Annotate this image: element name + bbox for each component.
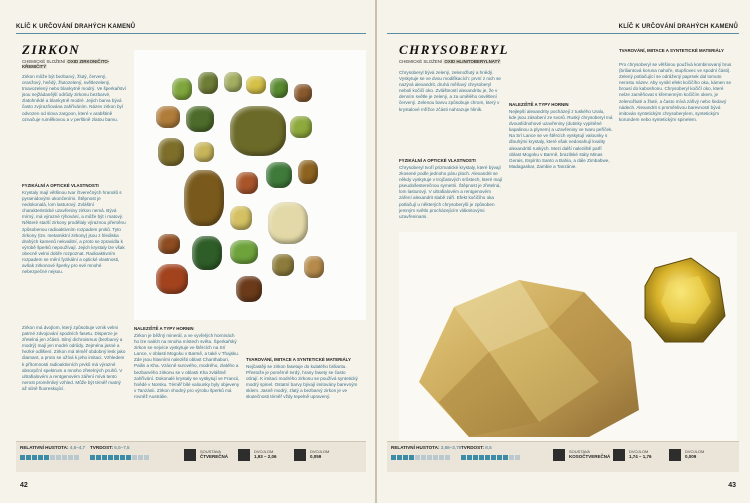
zircon-composition-value: OXID ZIRKONIČITO-KŘEMIČITÝ bbox=[22, 59, 110, 70]
gem-tan bbox=[304, 256, 324, 278]
gem-brown bbox=[294, 84, 312, 102]
hardness-scale bbox=[90, 455, 149, 460]
gem-amber bbox=[156, 106, 180, 128]
gem-straw bbox=[194, 142, 214, 162]
crystal-system: SOUSTAVA ČTVEREČNÁ bbox=[200, 449, 229, 459]
chrysoberyl-physics-text: Chrysoberyl tvoří prizmatické krystaly, které bývají zkosené podle jednoho páru ploch. Alexandrit se někdy vyskytuje v trojčatových srůstech, které mají pseudošesterečnou symetrii. Štěpnost je zřetelná, lom lasturový. V ultrafialovém a rentgenovém záření alexandrit slabě září. Efekt kočičího oka potlačují u některých chrysoberylů je způsoben jemným světlo procházejícím vláknitovými uzavřeninami. bbox=[399, 165, 503, 219]
right-page bbox=[377, 0, 750, 503]
page-number-right: 43 bbox=[728, 482, 736, 489]
zircon-photo bbox=[134, 50, 366, 320]
gem-cognac bbox=[156, 264, 188, 294]
chrysoberyl-imitation-heading: TVAROVÁNÍ, IMITACE A SYNTETICKÉ MATERIÁLY bbox=[619, 48, 724, 53]
chrysoberyl-photo-art bbox=[399, 232, 737, 442]
zircon-intro: Zirkon může být bezbarvý, žlutý, červený, oranžový, hnědý, žlutozelený, světlezelený, tmavozelený nebo blankytně modrý. Ve šperkařství jsou nejžádanější odrůdy zirkonu bezbarvé, zlatohnědé a blankytně modré. Jejich barva bývá často zvýrazňována zahříváním. Název zirkon byl odvozen od slova zargoon, které v arabštině označuje rumělkovou a v perštině zlatou barvu. bbox=[22, 74, 126, 122]
gem-small-brown bbox=[158, 234, 180, 254]
crystal-system: SOUSTAVA KOSOČTVEREČNÁ bbox=[569, 449, 611, 459]
refraction-icon bbox=[613, 449, 625, 461]
header-rule bbox=[16, 33, 366, 34]
gem-yellow bbox=[246, 76, 266, 94]
header-rule bbox=[387, 33, 739, 34]
gem-clear-round bbox=[268, 202, 308, 244]
gem-green bbox=[172, 78, 192, 100]
refraction: DVOJLOM 1,74 – 1,76 bbox=[629, 449, 652, 459]
running-header-left: KLÍČ K URČOVÁNÍ DRAHÝCH KAMENŮ bbox=[16, 24, 136, 30]
gem-green-small bbox=[270, 78, 288, 98]
gem-olive bbox=[198, 72, 218, 94]
zircon-physics-text: Krystaly mají většinou tvar čtverečných hranolů s pyramidovými ukončeními. Štěpnost je nedokonalá, lom lasturový. Zvláštní charakteristické uzavřeniny zirkon nemá. Bývá mírný, má výrazné rýhování, a může být i matový. Některé starší zirkony prodělaly výraznou přeměnu způsobenou radioaktivním rozpadem prvků. Tyto zirkony (tzv. metamiktní zirkony) jsou z hlediska drahých kamenů nekvalitní, a proto se zpravidla k výrobě šperků nepoužívají. Jejich krystaly lze však obecně velmi dobře rozpoznat. Radioaktivním rozpadem se mění fyzikální a optické vlastnosti, avšak zirkonové šperky pro své mnohé nebezpečné nejsou. bbox=[22, 190, 126, 275]
gem-honey bbox=[158, 138, 184, 166]
gem-forest bbox=[186, 106, 214, 132]
zircon-location-heading: NALEZIŠTĚ A TYPY HORNIN bbox=[134, 326, 194, 331]
zircon-imitation-heading: TVAROVÁNÍ, IMITACE A SYNTETICKÉ MATERIÁLY bbox=[246, 357, 351, 362]
density-value: 3,68–3,78 bbox=[440, 445, 462, 450]
chrysoberyl-location-text: Nejlepší alexandrity pocházejí z tuského Uralu, kde jsou zásobení ze svorů. Ruský chrysoberyl má dvouslídnohové uzavřeniny (dutinky vyplněné kapalinou a plynem) a uzavřeniny ve tvaru peříček. Na Srí Lance se ve štěrcích vyskytují valounky s dlouhými krystaly, které však nedosahují kvality alexandritů ruských. Mezi další naleziště patří oblast Mogoku v Barmě, brazilské státy Minas Gerais, Espírito Santo a Bahia, a dále Zimbabwe, Madagaskar, Zambie a Tanzánie. bbox=[509, 109, 613, 169]
chrysoberyl-property-strip bbox=[387, 441, 739, 472]
page-number-left: 42 bbox=[20, 482, 28, 489]
zircon-col1-continued: Zirkon má dvojlom, který způsobuje vznik velmi patrné zdvojování spodních fasetu. Disperze je zřetelná jen zčásti. Silný dichroismus (bezbarvý a modrý) mají jen modré odrůdy. Zejména jasné a hezké odlišení. Zirkon má téměř obdobný lesk jako diamant, a proto se užívá k jeho imitaci. Vzhledem k přítomnosti radioaktivních prvků má výrazné absorpční spektrum a mnoho zřetelných pruhů. V ultrafialovém a rentgenovém záření mívá tento nerost proměnlivý vzhled. Může být téměř matný až silně fluoreskující. bbox=[22, 325, 126, 391]
dispersion-icon bbox=[669, 449, 681, 461]
zircon-physics-heading: FYZIKÁLNÍ A OPTICKÉ VLASTNOSTI bbox=[22, 183, 99, 188]
hardness-label: TVRDOST: 6,5–7,5 bbox=[90, 445, 130, 450]
chrysoberyl-composition-value: OXID HLINITOBERYLNATÝ bbox=[444, 59, 501, 64]
refraction: DVOJLOM 1,93 – 2,06 bbox=[254, 449, 277, 459]
running-header-right: KLÍČ K URČOVÁNÍ DRAHÝCH KAMENŮ bbox=[618, 24, 738, 30]
dispersion: DVOJLOM 0,009 bbox=[685, 449, 705, 459]
density-scale bbox=[20, 455, 79, 460]
gem-maroon bbox=[236, 276, 262, 302]
hardness-value: 6,5–7,5 bbox=[114, 445, 130, 450]
dispersion: DVOJLOM 0,059 bbox=[310, 449, 330, 459]
chrysoberyl-title: CHRYSOBERYL bbox=[399, 42, 509, 57]
refraction-icon bbox=[238, 449, 250, 461]
gem-dark-amber bbox=[298, 160, 318, 184]
zircon-imitation-text: Nejčastěji se zirkon fasetuje do kulatého briliantu. Přestože je poměrně tvrdý, hrany fasety se často otírají. K imitaci modrého zirkonu se používá syntetický modrý spinel. Ostatní barvy bývají imitovány barevným sklem. Jasně modrý, zlatý a bezbarvý zirkon je ve skutečnosti téměř vždy tepelně upravený. bbox=[246, 364, 358, 400]
gem-large-brown bbox=[184, 170, 224, 226]
zircon-composition: CHEMICKÉ SLOŽENÍ OXID ZIRKONIČITO-KŘEMIČITÝ bbox=[22, 59, 110, 70]
zircon-location-text: Zirkon je běžný minerál, a ve vyvřelých horninách ho lze nalézt na mnoha místech světa. Šperkařský zirkon se nejvíce vyskytuje ve štěrcích na Srí Lance, v oblasti Mogoku v Barmě, a také v Thajsku. Zde jsou hlavními nalezišti oblast Chanthaburi, Pailin a Kha. Vzácně surového, modrého, zlatého a bezbarvého zirkonu se v oblasti Kha zvláštně zahřívání. Dokonalé krystaly se vyskytují ve Francii, hnědé v Norsku. Téměř bílé valounky byly objeveny v Tanzánii. Zirkon vhodný pro výrobu šperků má rovněž Austrálie. bbox=[134, 333, 240, 399]
density-label: RELATIVNÍ HUSTOTA: 3,68–3,78 bbox=[391, 445, 462, 450]
chrysoberyl-photo bbox=[399, 232, 737, 442]
chrysoberyl-composition: CHEMICKÉ SLOŽENÍ OXID HLINITOBERYLNATÝ bbox=[399, 59, 501, 64]
gem-pale-green bbox=[224, 72, 242, 92]
zircon-title: ZIRKON bbox=[22, 42, 81, 57]
crystal-system-icon bbox=[553, 449, 565, 461]
hardness-value: 8,5 bbox=[485, 445, 492, 450]
dispersion-icon bbox=[294, 449, 306, 461]
hardness-scale bbox=[461, 455, 520, 460]
chrysoberyl-location-heading: NALEZIŠTĚ A TYPY HORNIN bbox=[509, 102, 569, 107]
gem-teal-green bbox=[266, 162, 292, 188]
zircon-property-strip bbox=[16, 441, 366, 472]
chrysoberyl-intro: Chrysoberyl bývá zelený, zelenožlutý a hnědý. Vyskytuje se ve dvou modifikacích: první z nich se nazývá alexandrit, druhá měňavý chrysoberyl neboli kočičí oko. Zvláštností alexandritu je, že v denním světle je zelený, a za umělého osvětlení červený. Zelenou barvu způsobuje chrom, který v krystalové mřížce zčásti nahrazuje hliník. bbox=[399, 70, 501, 112]
chrysoberyl-physics-heading: FYZIKÁLNÍ A OPTICKÉ VLASTNOSTI bbox=[399, 158, 476, 163]
chrysoberyl-imitation-text: Pro chrysoberyl se většinou používá kombinovaný brus (briliantová koruna nahoře, stupňovec ve spodní části). Zelený potlačující se odrážený paprsek dal tomuto nerostu název. Aby vynikl efekt kočičího oka, kámen se brousí do kaboshonu. Chrysoberyl kočičí oko, které nelze zaměňovat s křemenným kočičím okem, je zelenožluté a žluté, a často mívá zářivý nebo šedavý nádech. Alexandrit s proměnlivou barevností bývá imitován syntetickým chrysoberylem, syntetickým korundem nebo syntetickým spinelem. bbox=[619, 62, 732, 122]
gem-pale-yellow bbox=[230, 206, 252, 230]
gem-green-oval bbox=[230, 240, 258, 264]
gem-big-olive bbox=[230, 106, 286, 156]
gem-lime bbox=[290, 116, 312, 138]
crystal-system-icon bbox=[184, 449, 196, 461]
density-label: RELATIVNÍ HUSTOTA: 4,6–4,7 bbox=[20, 445, 86, 450]
density-value: 4,6–4,7 bbox=[69, 445, 86, 450]
density-scale bbox=[391, 455, 450, 460]
gem-deep-green bbox=[192, 236, 222, 270]
hardness-label: TVRDOST: 8,5 bbox=[461, 445, 492, 450]
gem-rust bbox=[236, 172, 258, 194]
gem-khaki bbox=[272, 254, 294, 276]
